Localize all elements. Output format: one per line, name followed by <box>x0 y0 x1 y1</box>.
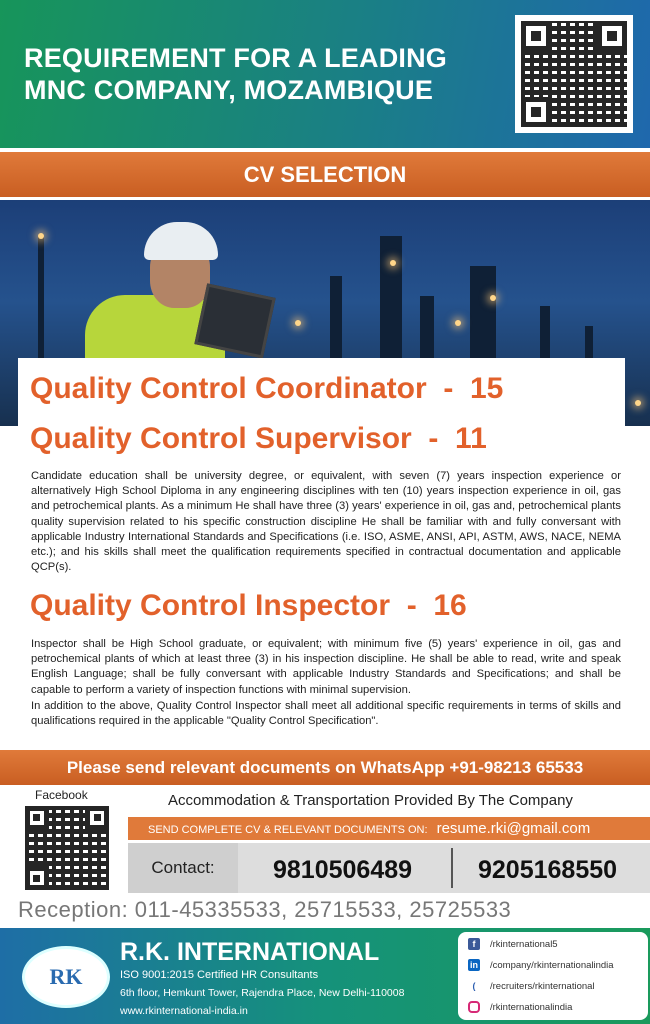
linkedin-icon: in <box>470 960 478 970</box>
contact-box <box>128 843 650 893</box>
rk-logo <box>22 946 110 1008</box>
header-banner <box>0 0 650 148</box>
facebook-icon: f <box>468 938 480 950</box>
facebook-qr-code <box>22 803 112 893</box>
social-links <box>458 932 648 1020</box>
website-link[interactable]: www.rkinternational-india.in <box>120 1005 248 1017</box>
contact-label: Contact: <box>128 843 238 893</box>
social-handle: /recruiters/rkinternational <box>490 980 595 992</box>
send-cv-bar <box>128 817 650 840</box>
email-link[interactable]: resume.rki@gmail.com <box>436 820 591 837</box>
inspector-additional: In addition to the above, Quality Control Inspector shall meet all additional specific requirements in terms of skills and qualifications required in the applicable "Quality Control Specification". <box>31 700 621 728</box>
inspector-description: Inspector shall be High School graduate, or equivalent; with minimum five (5) years' experience in oil, gas and petrochemical plants of which at least three (3) in his inspection discipline. He shall be able to read, write and speak English Language; shall be fully conversant with applicable Industry Standards and Specifications; and shall be capable to perform a variety of inspection functions with minimal supervision. <box>31 638 621 696</box>
reception-numbers: Reception: 011-45335533, 25715533, 25725533 <box>18 897 512 922</box>
logo-text: RK <box>49 964 83 989</box>
instagram-icon <box>468 1001 480 1013</box>
social-handle: /company/rkinternationalindia <box>490 959 614 971</box>
social-naukri[interactable] <box>468 980 595 992</box>
phone-2[interactable]: 9205168550 <box>478 856 618 884</box>
job-title-coordinator: Quality Control Coordinator - 15 <box>30 372 504 405</box>
phone-1[interactable]: 9810506489 <box>273 856 413 884</box>
social-instagram[interactable] <box>468 1001 572 1013</box>
title-line-1: REQUIREMENT FOR A LEADING <box>24 43 447 73</box>
naukri-icon: ( <box>472 981 476 991</box>
accommodation-note: Accommodation & Transportation Provided By The Company <box>168 792 573 809</box>
certification: ISO 9001:2015 Certified HR Consultants <box>120 969 319 981</box>
address: 6th floor, Hemkunt Tower, Rajendra Place, New Delhi-110008 <box>120 987 405 999</box>
cv-selection-banner: CV SELECTION <box>0 152 650 197</box>
social-handle: /rkinternationalindia <box>490 1001 573 1013</box>
facebook-label: Facebook <box>35 788 88 802</box>
whatsapp-banner: Please send relevant documents on WhatsApp +91-98213 65533 <box>0 750 650 785</box>
company-name: R.K. INTERNATIONAL <box>120 938 380 966</box>
social-facebook[interactable] <box>468 938 558 950</box>
social-linkedin[interactable] <box>468 959 614 971</box>
footer <box>0 928 650 1024</box>
social-handle: /rkinternational5 <box>490 938 558 950</box>
page-title <box>24 42 447 106</box>
send-cv-label: SEND COMPLETE CV & RELEVANT DOCUMENTS ON: <box>148 824 428 836</box>
job-title-supervisor: Quality Control Supervisor - 11 <box>30 422 487 455</box>
job-title-inspector: Quality Control Inspector - 16 <box>30 589 467 622</box>
qr-code <box>515 15 633 133</box>
supervisor-description: Candidate education shall be university degree, or equivalent, with seven (7) years inspection experience or alternatively High School Diploma in any engineering disciplines with ten (10) years inspection experience in oil, gas and petrochemical plants. As a minimum He shall have three (3) years' experience in oil, gas and, petrochemical plants quality supervision related to his specific construction discipline He shall be familiar with and fully conversant with applicable Industry International Standards and Specifications (i.e. ISO, ASME, ANSI, API, ASTM, AWS, NACE, NEMA etc.); and his skills shall meet the qualification requirements specified in contractual documentation and applicable QCP(s). <box>31 470 621 574</box>
title-line-2: MNC COMPANY, MOZAMBIQUE <box>24 75 434 105</box>
